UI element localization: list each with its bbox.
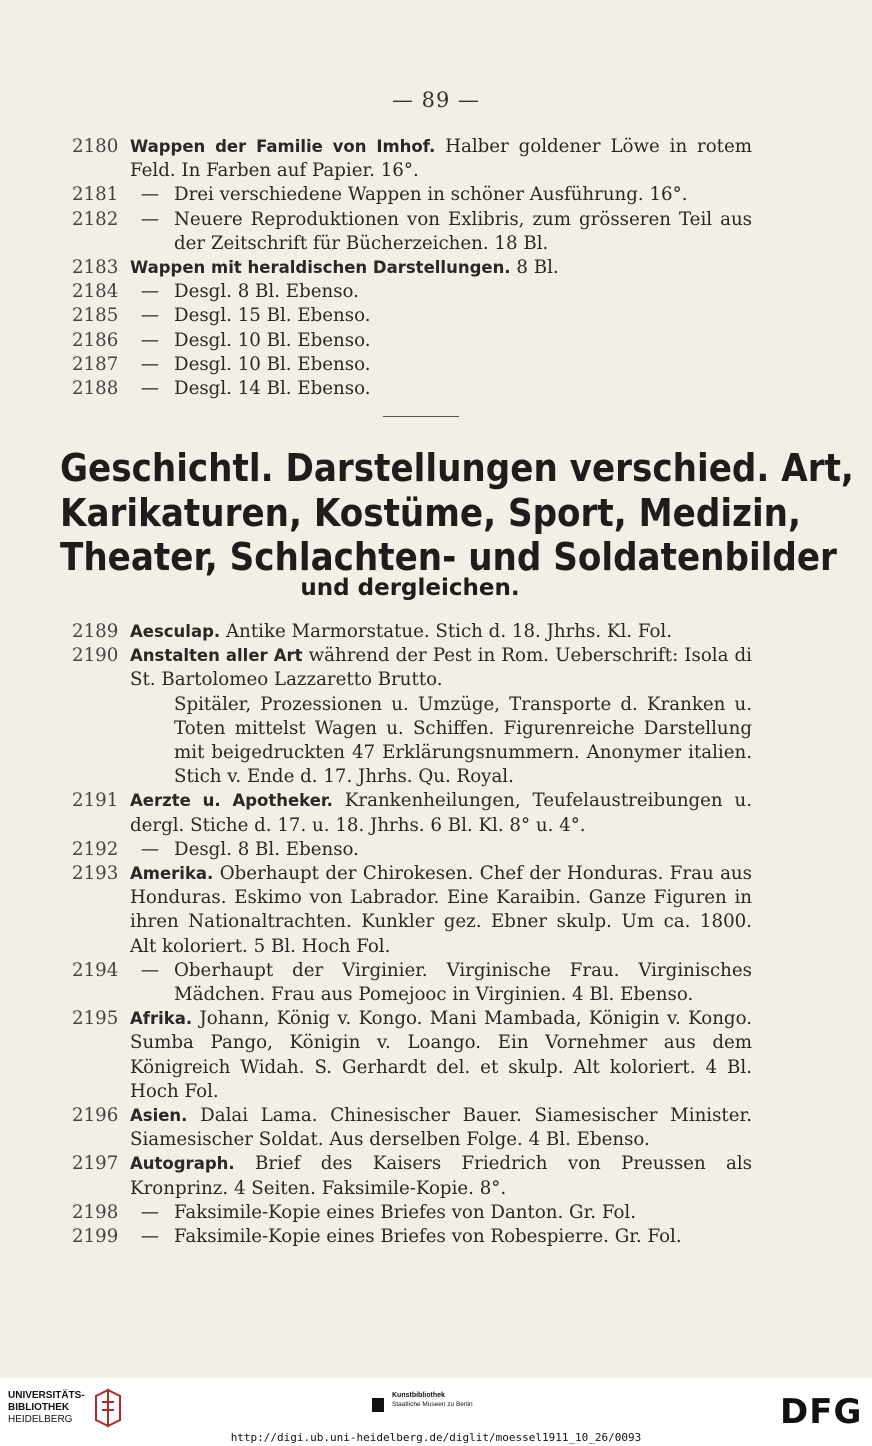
entry-body: Faksimile-Kopie eines Briefes von Robespierre. Gr. Fol. [174, 1226, 682, 1248]
catalog-entry [72, 280, 752, 304]
entry-text [72, 208, 752, 256]
entry-heading: Asien. [130, 1106, 188, 1126]
entry-text [72, 183, 752, 207]
catalog-entry [72, 1104, 752, 1152]
ditto-dash: — [140, 281, 160, 303]
entry-heading: Wappen mit heraldischen Darstellungen. [130, 258, 511, 278]
entry-number: 2188 [72, 378, 119, 400]
entry-heading: Amerika. [130, 864, 214, 884]
section-subtitle: und dergleichen. [300, 575, 520, 601]
entry-number: 2196 [72, 1105, 119, 1127]
catalog-entry [72, 183, 752, 207]
entry-heading: Aesculap. [130, 622, 221, 641]
entry-number: 2183 [72, 257, 119, 279]
entry-body: Halber goldener Löwe in rotem Feld. In Farben auf Papier. 16°. [130, 136, 752, 182]
entry-number: 2193 [72, 863, 119, 885]
entry-body: Desgl. 8 Bl. Ebenso. [174, 281, 359, 303]
entry-number: 2187 [72, 353, 119, 375]
ditto-dash: — [140, 329, 160, 351]
section-title-line: Karikaturen, Kostüme, Sport, Medizin, [60, 490, 801, 535]
entry-text [72, 353, 752, 377]
entry-body: Desgl. 10 Bl. Ebenso. [174, 329, 371, 351]
ub-logo-line: HEIDELBERG [8, 1414, 73, 1425]
entry-text [72, 1225, 752, 1249]
entry-text [72, 1104, 752, 1152]
ditto-dash: — [140, 208, 160, 230]
catalog-entry [72, 1225, 752, 1249]
ub-logo-line: UNIVERSITÄTS- [8, 1390, 85, 1401]
entry-body: Desgl. 15 Bl. Ebenso. [174, 305, 371, 327]
entry-heading: Wappen der Familie von Imhof. [130, 137, 436, 156]
ub-emblem-icon [92, 1388, 124, 1428]
kb-title: Kunstbibliothek [392, 1392, 445, 1399]
entry-heading: Afrika. [130, 1009, 193, 1029]
entries-top [72, 135, 752, 401]
catalog-entry [72, 377, 752, 401]
catalog-entry [72, 838, 752, 862]
entry-text [72, 304, 752, 328]
entry-text [72, 862, 752, 959]
dfg-logo[interactable]: DFG [780, 1392, 863, 1432]
entry-number: 2197 [72, 1153, 119, 1175]
entry-body: Oberhaupt der Chirokesen. Chef der Honduras. Frau aus Honduras. Eskimo von Labrador. Eine Karaibin. Ganze Figuren in ihren Nationaltrachten. Kunkler gez. Ebner skulp. Um ca. 1800. Alt koloriert. 5 Bl. Hoch Fol. [130, 863, 752, 957]
ditto-dash: — [140, 838, 160, 860]
entry-number: 2198 [72, 1201, 119, 1223]
entries-bottom [72, 620, 752, 1249]
catalog-entry [72, 256, 752, 280]
entry-body: Desgl. 14 Bl. Ebenso. [174, 378, 371, 400]
entry-body: Johann, König v. Kongo. Mani Mambada, Königin v. Kongo. Sumba Pango, Königin v. Loango. Ein Vornehmer aus dem Königreich Widah. S. Gerhardt del. et skulp. Alt koloriert. 4 Bl. Hoch Fol. [130, 1008, 752, 1102]
entry-body: Brief des Kaisers Friedrich von Preussen als Kronprinz. 4 Seiten. Faksimile-Kopie. 8°. [130, 1153, 752, 1199]
kunstbibliothek-logo[interactable] [392, 1391, 473, 1409]
ditto-dash: — [140, 959, 160, 981]
ditto-dash: — [140, 378, 160, 400]
section-title-line: Theater, Schlachten- und Soldatenbilder [60, 535, 837, 579]
ditto-dash: — [140, 184, 160, 206]
catalog-entry [72, 959, 752, 1007]
kunstbibliothek-icon [372, 1398, 384, 1412]
entry-body: Krankenheilungen, Teufelaustreibungen u. dergl. Stiche d. 17. u. 18. Jhrhs. 6 Bl. Kl. 8° u. 4°. [130, 790, 752, 836]
university-library-logo[interactable] [8, 1390, 85, 1426]
entry-text [72, 838, 752, 862]
entry-text [72, 1152, 752, 1200]
entry-number: 2195 [72, 1008, 119, 1030]
entry-heading: Autograph. [130, 1154, 235, 1174]
ditto-dash: — [140, 1226, 160, 1248]
entry-number: 2186 [72, 329, 119, 351]
catalog-entry [72, 353, 752, 377]
catalog-entry [72, 135, 752, 183]
entry-body: 8 Bl. [516, 257, 559, 279]
entry-number: 2199 [72, 1226, 119, 1248]
entry-continuation: Spitäler, Prozessionen u. Umzüge, Transporte d. Kranken u. Toten mittelst Wagen u. Schiffen. Figurenreiche Darstellung mit beigedruckten 47 Erklärungsnummern. Anonymer italien. Stich v. Ende d. 17. Jhrhs. Qu. Royal. [174, 693, 752, 788]
catalog-entry [72, 620, 752, 644]
entry-heading: Aerzte u. Apotheker. [130, 791, 333, 811]
entry-number: 2191 [72, 790, 119, 812]
entry-heading: Anstalten aller Art [130, 646, 303, 666]
section-title-line: Geschichtl. Darstellungen verschied. Art, [60, 446, 854, 490]
catalog-entry [72, 1201, 752, 1225]
kb-subtitle: Staatliche Museen zu Berlin [392, 1401, 473, 1408]
entry-number: 2190 [72, 645, 119, 667]
entry-body: Faksimile-Kopie eines Briefes von Danton. Gr. Fol. [174, 1201, 637, 1223]
ditto-dash: — [140, 1201, 160, 1223]
entry-text [72, 959, 752, 1007]
entry-number: 2189 [72, 621, 119, 642]
ditto-dash: — [140, 305, 160, 327]
entry-number: 2181 [72, 184, 119, 206]
entry-body: Oberhaupt der Virginier. Virginische Frau. Virginisches Mädchen. Frau aus Pomejooc in Virginien. 4 Bl. Ebenso. [174, 959, 752, 1006]
entry-body: Neuere Reproduktionen von Exlibris, zum grösseren Teil aus der Zeitschrift für Bücherzeichen. 18 Bl. [174, 208, 752, 254]
catalog-entry [72, 862, 752, 959]
catalog-entry [72, 1152, 752, 1200]
entry-text [72, 644, 752, 692]
entry-number: 2182 [72, 208, 119, 230]
entry-text [72, 377, 752, 401]
entry-number: 2194 [72, 959, 119, 981]
ditto-dash: — [140, 353, 160, 375]
page-number: — 89 — [391, 88, 481, 112]
entry-text [72, 1007, 752, 1104]
catalog-entry [72, 644, 752, 789]
catalog-entry [72, 1007, 752, 1104]
entry-text [72, 135, 752, 183]
entry-text [72, 789, 752, 837]
entry-number: 2192 [72, 838, 119, 860]
section-divider [383, 416, 459, 417]
entry-body: während der Pest in Rom. Ueberschrift: Isola di St. Bartolomeo Lazzaretto Brutto. [130, 645, 752, 691]
entry-text [72, 620, 752, 644]
entry-text [72, 256, 752, 280]
catalog-entry [72, 789, 752, 837]
entry-number: 2185 [72, 305, 119, 327]
entry-number: 2184 [72, 281, 119, 303]
entry-body: Dalai Lama. Chinesischer Bauer. Siamesischer Minister. Siamesischer Soldat. Aus derselben Folge. 4 Bl. Ebenso. [130, 1105, 752, 1151]
catalog-entry [72, 208, 752, 256]
entry-text [72, 280, 752, 304]
entry-body: Drei verschiedene Wappen in schöner Ausführung. 16°. [174, 184, 688, 206]
entry-number: 2180 [72, 136, 119, 157]
entry-text [72, 1201, 752, 1225]
entry-body: Desgl. 10 Bl. Ebenso. [174, 353, 371, 375]
ub-logo-line: BIBLIOTHEK [8, 1402, 70, 1413]
section-title [60, 446, 854, 580]
entry-body: Desgl. 8 Bl. Ebenso. [174, 838, 359, 860]
entry-text [72, 329, 752, 353]
catalog-entry [72, 329, 752, 353]
permalink-url[interactable]: http://digi.ub.uni-heidelberg.de/diglit/moessel1911_10_26/0093 [230, 1431, 642, 1444]
catalog-entry [72, 304, 752, 328]
entry-body: Antike Marmorstatue. Stich d. 18. Jhrhs. Kl. Fol. [225, 621, 673, 642]
